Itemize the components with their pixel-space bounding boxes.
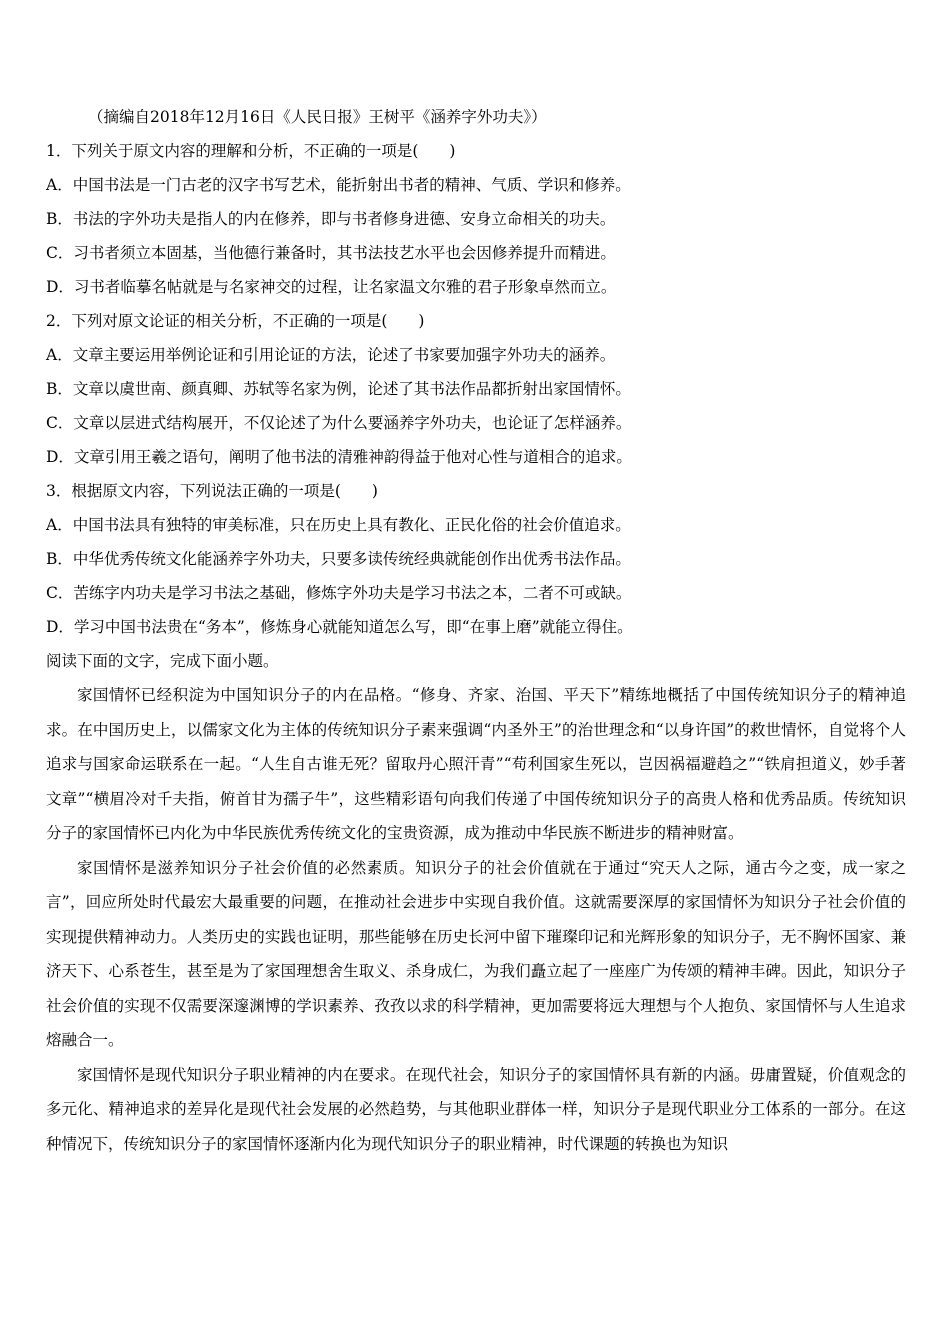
option-d: D．文章引用王羲之语句，阐明了他书法的清雅神韵得益于他对心性与道相合的追求。 <box>46 448 632 466</box>
option-d: D．学习中国书法贵在“务本”，修炼身心就能知道怎么写，即“在事上磨”就能立得住。 <box>46 618 633 636</box>
reading-instruction: 阅读下面的文字，完成下面小题。 <box>46 652 279 670</box>
option-b: B．书法的字外功夫是指人的内在修养，即与书者修身进德、安身立命相关的功夫。 <box>46 210 616 228</box>
option-b: B．文章以虞世南、颜真卿、苏轼等名家为例，论述了其书法作品都折射出家国情怀。 <box>46 380 631 398</box>
question-3 <box>46 474 906 644</box>
passage-paragraph: 家国情怀是滋养知识分子社会价值的必然素质。知识分子的社会价值就在于通过“究天人之际，通古今之变，成一家之言”，回应所处时代最宏大最重要的问题，在推动社会进步中实现自我价值。这就需要深厚的家国情怀为知识分子社会价值的实现提供精神动力。人类历史的实践也证明，那些能够在历史长河中留下璀璨印记和光辉形象的知识分子，无不胸怀国家、兼济天下、心系苍生，甚至是为了家国理想舍生取义、杀身成仁，为我们矗立起了一座座广为传颂的精神丰碑。因此，知识分子社会价值的实现不仅需要深邃渊博的学识素养、孜孜以求的科学精神，更加需要将远大理想与个人抱负、家国情怀与人生追求熔融合一。 <box>46 858 906 1049</box>
question-stem: 3．根据原文内容，下列说法正确的一项是( ) <box>46 482 378 500</box>
question-stem: 1．下列关于原文内容的理解和分析，不正确的一项是( ) <box>46 142 456 160</box>
question-1 <box>46 134 906 304</box>
option-c: C．习书者须立本固基，当他德行兼备时，其书法技艺水平也会因修养提升而精进。 <box>46 244 616 262</box>
option-c: C．苦练字内功夫是学习书法之基础，修炼字外功夫是学习书法之本，二者不可或缺。 <box>46 584 632 602</box>
passage-paragraph: 家国情怀已经积淀为中国知识分子的内在品格。“修身、齐家、治国、平天下”精练地概括了中国传统知识分子的精神追求。在中国历史上，以儒家文化为主体的传统知识分子素来强调“内圣外王”的治世理念和“以身许国”的救世情怀，自觉将个人追求与国家命运联系在一起。“人生自古谁无死？留取丹心照汗青”“苟利国家生死以，岂因祸福避趋之”“铁肩担道义，妙手著文章”“横眉冷对千夫指，俯首甘为孺子牛”，这些精彩语句向我们传递了中国传统知识分子的高贵人格和优秀品质。传统知识分子的家国情怀已内化为中华民族优秀传统文化的宝贵资源，成为推动中华民族不断进步的精神财富。 <box>46 686 906 842</box>
source-citation: （摘编自2018年12月16日《人民日报》王树平《涵养字外功夫》） <box>88 108 547 126</box>
option-c: C．文章以层进式结构展开，不仅论述了为什么要涵养字外功夫，也论证了怎样涵养。 <box>46 414 632 432</box>
option-d: D．习书者临摹名帖就是与名家神交的过程，让名家温文尔雅的君子形象卓然而立。 <box>46 278 617 296</box>
option-b: B．中华优秀传统文化能涵养字外功夫，只要多读传统经典就能创作出优秀书法作品。 <box>46 550 631 568</box>
option-a: A．中国书法具有独特的审美标准，只在历史上具有教化、正民化俗的社会价值追求。 <box>46 516 631 534</box>
question-2 <box>46 304 906 474</box>
document-content <box>46 100 906 1161</box>
option-a: A．文章主要运用举例论证和引用论证的方法，论述了书家要加强字外功夫的涵养。 <box>46 346 616 364</box>
option-a: A．中国书法是一门古老的汉字书写艺术，能折射出书者的精神、气质、学识和修养。 <box>46 176 631 194</box>
passage-paragraph: 家国情怀是现代知识分子职业精神的内在要求。在现代社会，知识分子的家国情怀具有新的内涵。毋庸置疑，价值观念的多元化、精神追求的差异化是现代社会发展的必然趋势，与其他职业群体一样，知识分子是现代职业分工体系的一部分。在这种情况下，传统知识分子的家国情怀逐渐内化为现代知识分子的职业精神，时代课题的转换也为知识 <box>46 1065 906 1153</box>
question-stem: 2．下列对原文论证的相关分析，不正确的一项是( ) <box>46 312 425 330</box>
